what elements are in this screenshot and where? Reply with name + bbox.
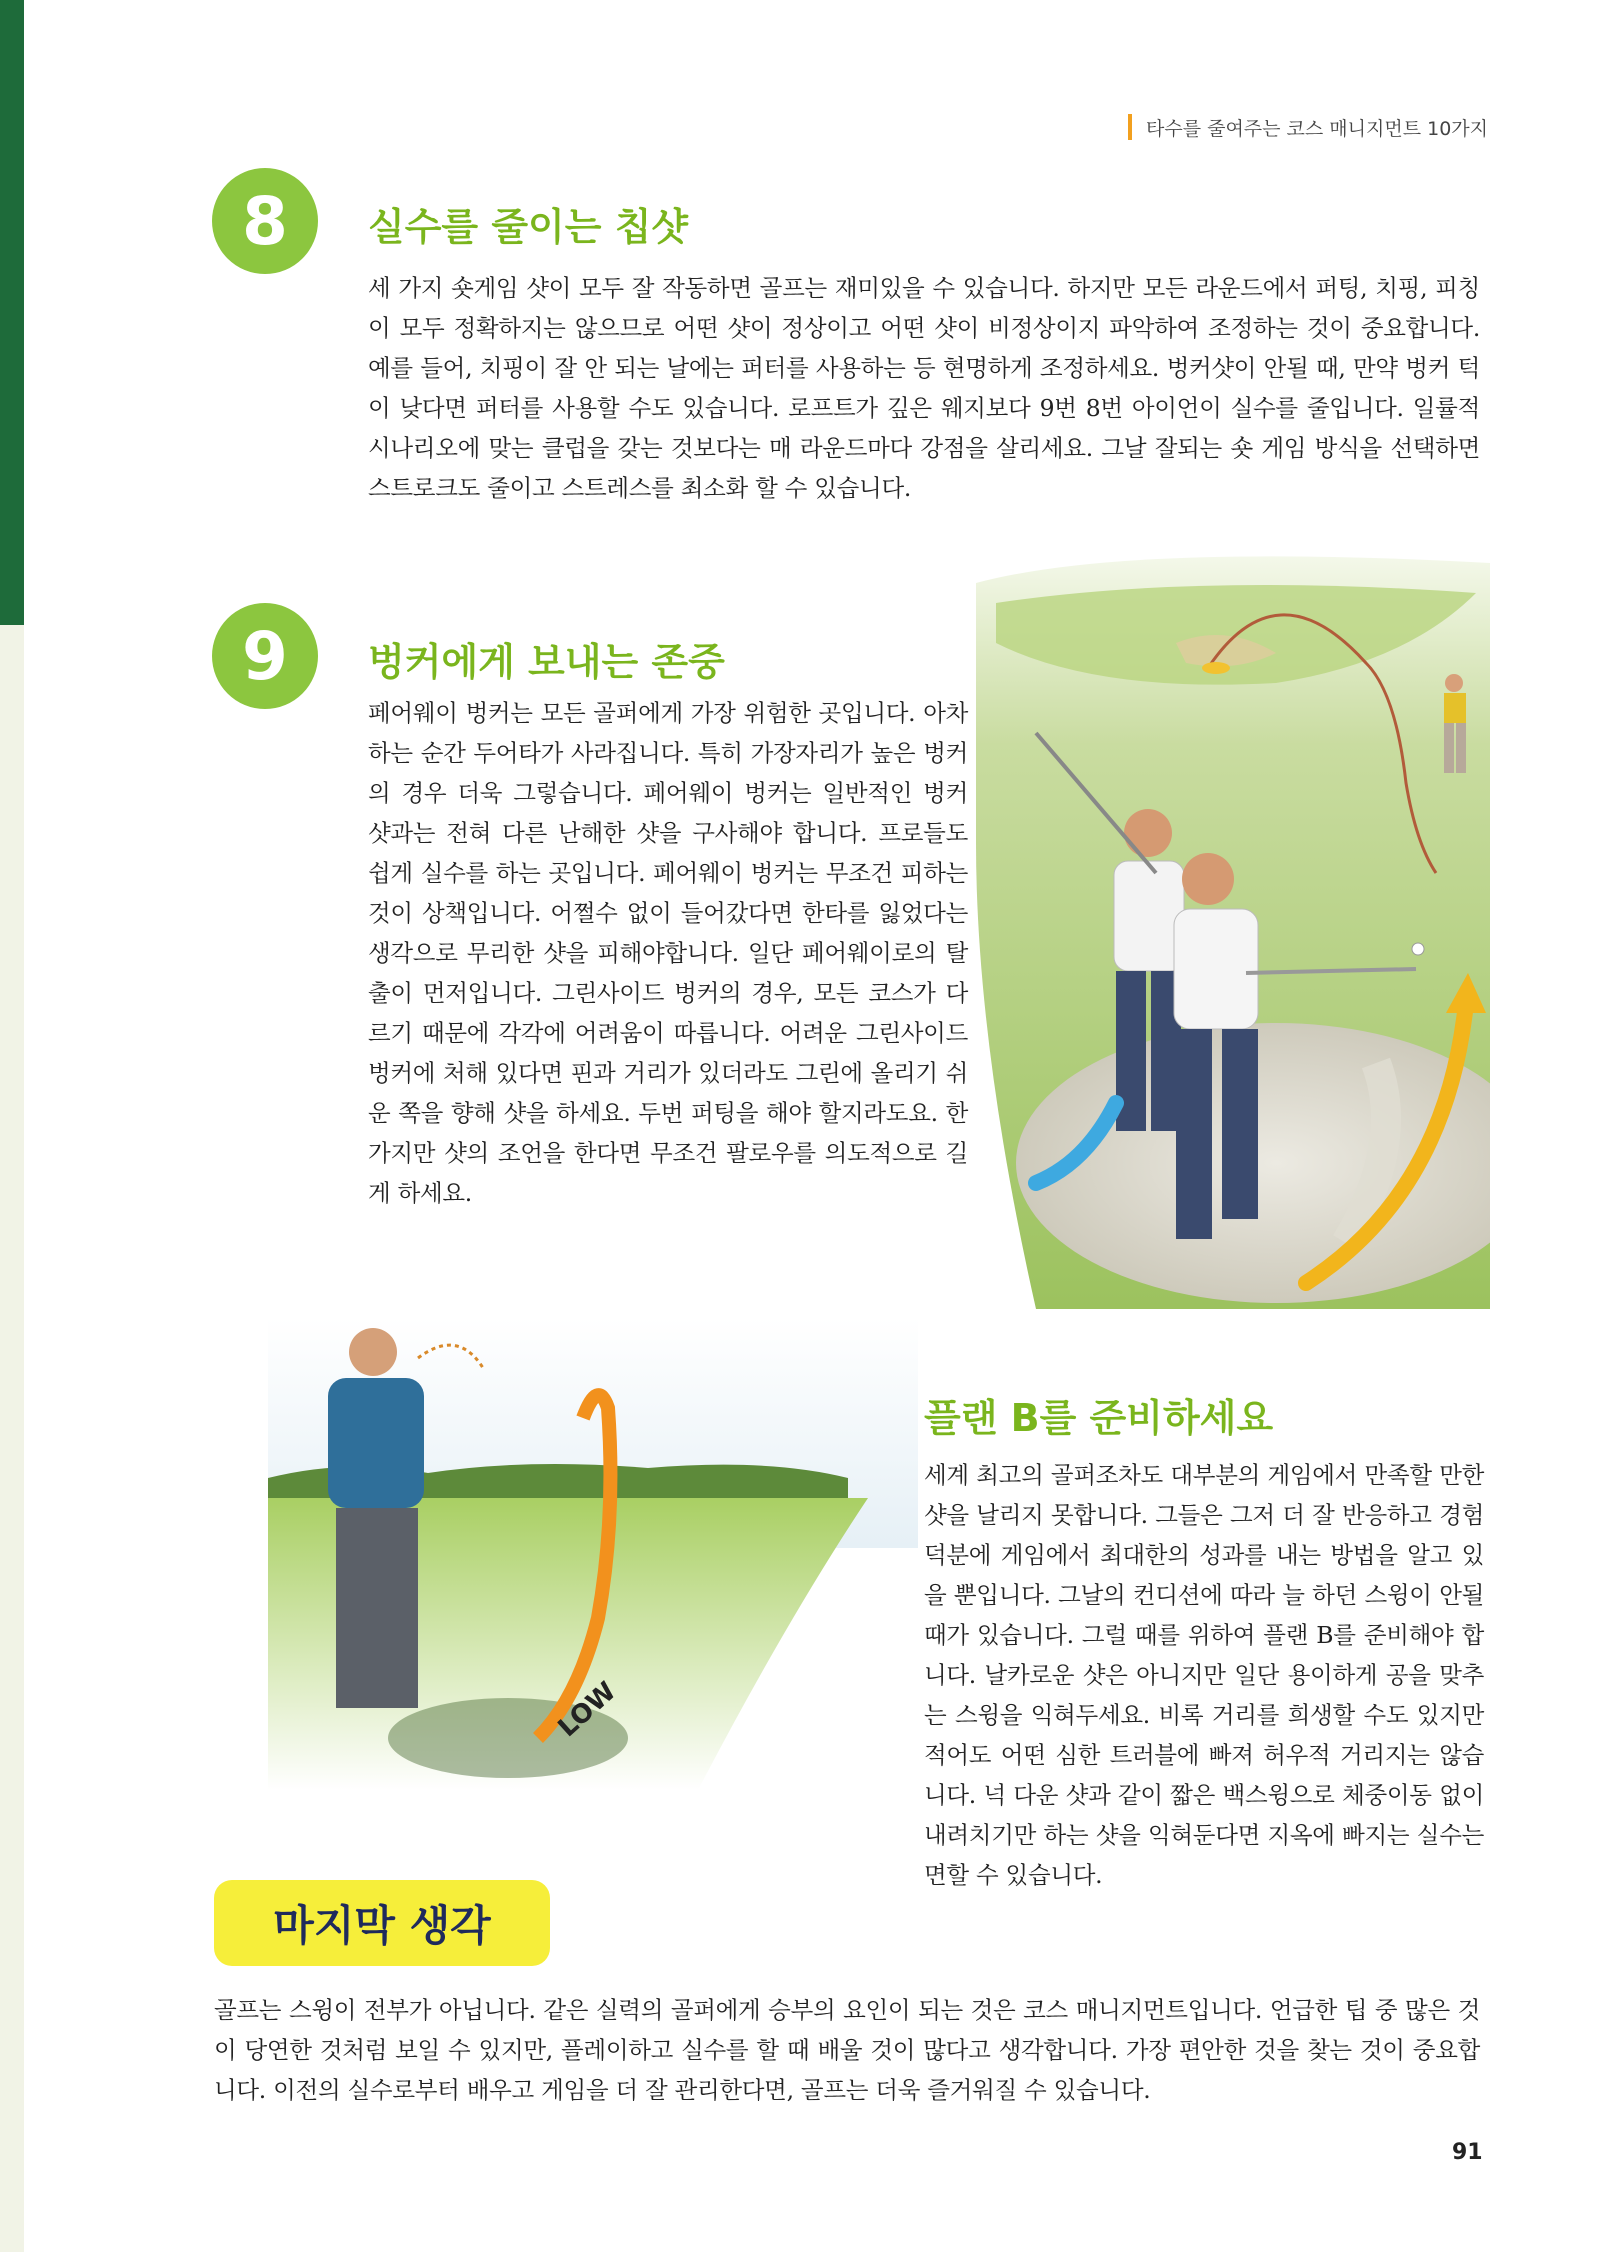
- golfer-low-shot-illustration: [268, 1318, 918, 1790]
- section-10-body: 세계 최고의 골퍼조차도 대부분의 게임에서 만족할 만한 샷을 날리지 못합니다. 그들은 그저 더 잘 반응하고 경험 덕분에 게임에서 최대한의 성과를 내는 방법을 알고 있을 뿐입니다. 그날의 컨디션에 따라 늘 하던 스윙이 안될 때가 있습니다. 그럴 때를 위하여 플랜 B를 준비해야 합니다. 날카로운 샷은 아니지만 일단 용이하게 공을 맞추는 스윙을 익혀두세요. 비록 거리를 희생할 수도 있지만 적어도 어떤 심한 트러블에 빠져 허우적 거리지는 않습니다. 넉 다운 샷과 같이 짧은 백스윙으로 체중이동 없이 내려치기만 하는 샷을 익혀둔다면 지옥에 빠지는 실수는 면할 수 있습니다.: [924, 1461, 1484, 1889]
- golfer-bunker-shot-illustration: [976, 543, 1490, 1309]
- section-8-body: 세 가지 숏게임 샷이 모두 잘 작동하면 골프는 재미있을 수 있습니다. 하지만 모든 라운드에서 퍼팅, 치핑, 피칭이 모두 정확하지는 않으므로 어떤 샷이 정상이고 어떤 샷이 비정상이지 파악하여 조정하는 것이 중요합니다. 예를 들어, 치핑이 잘 안 되는 날에는 퍼터를 사용하는 등 현명하게 조정하세요. 벙커샷이 안될 때, 만약 벙커 턱이 낮다면 퍼터를 사용할 수도 있습니다. 로프트가 깊은 웨지보다 9번 8번 아이언이 실수를 줄입니다. 일률적 시나리오에 맞는 클럽을 갖는 것보다는 매 라운드마다 강점을 살리세요. 그날 잘되는 숏 게임 방식을 선택하면 스트로크도 줄이고 스트레스를 최소화 할 수 있습니다.: [368, 274, 1480, 502]
- final-thought-body: 골프는 스윙이 전부가 아닙니다. 같은 실력의 골퍼에게 승부의 요인이 되는 것은 코스 매니지먼트입니다. 언급한 팁 중 많은 것이 당연한 것처럼 보일 수 있지만, 플레이하고 실수를 할 때 배울 것이 많다고 생각합니다. 가장 편안한 것을 찾는 것이 중요합니다. 이전의 실수로부터 배우고 게임을 더 잘 관리한다면, 골프는 더욱 즐거워질 수 있습니다.: [214, 1996, 1480, 2104]
- low-trajectory-label: LOW: [552, 1676, 623, 1744]
- final-thought-title: 마지막 생각: [273, 1901, 491, 1950]
- page-number: 91: [1452, 2140, 1483, 2165]
- running-head-mark: [1128, 114, 1132, 140]
- running-head-text: 타수를 줄여주는 코스 매니지먼트 10가지: [1146, 117, 1488, 140]
- side-color-bar: [0, 0, 24, 625]
- section-9-body: 페어웨이 벙커는 모든 골퍼에게 가장 위험한 곳입니다. 아차하는 순간 두어타가 사라집니다. 특히 가장자리가 높은 벙커의 경우 더욱 그렇습니다. 페어웨이 벙커는 일반적인 벙커 샷과는 전혀 다른 난해한 샷을 구사해야 합니다. 프로들도 쉽게 실수를 하는 곳입니다. 페어웨이 벙커는 무조건 피하는 것이 상책입니다. 어쩔수 없이 들어갔다면 한타를 잃었다는 생각으로 무리한 샷을 피해야합니다. 일단 페어웨이로의 탈출이 먼저입니다. 그린사이드 벙커의 경우, 모든 코스가 다르기 때문에 각각에 어려움이 따릅니다. 어려운 그린사이드 벙커에 처해 있다면 핀과 거리가 있더라도 그린에 올리기 쉬운 쪽을 향해 샷을 하세요. 두번 퍼팅을 해야 할지라도요. 한가지만 샷의 조언을 한다면 무조건 팔로우를 의도적으로 길게 하세요.: [368, 699, 968, 1207]
- section-8-number-badge: 8: [212, 168, 318, 274]
- section-9-title: 벙커에게 보내는 존중: [368, 640, 725, 684]
- side-color-bar-light: [0, 625, 24, 2252]
- section-9-number-badge: 9: [212, 603, 318, 709]
- running-head: [1128, 112, 1488, 142]
- section-10-title: 플랜 B를 준비하세요: [924, 1396, 1274, 1440]
- section-8-title: 실수를 줄이는 칩샷: [368, 205, 689, 249]
- final-thought-title-box: [214, 1880, 550, 1966]
